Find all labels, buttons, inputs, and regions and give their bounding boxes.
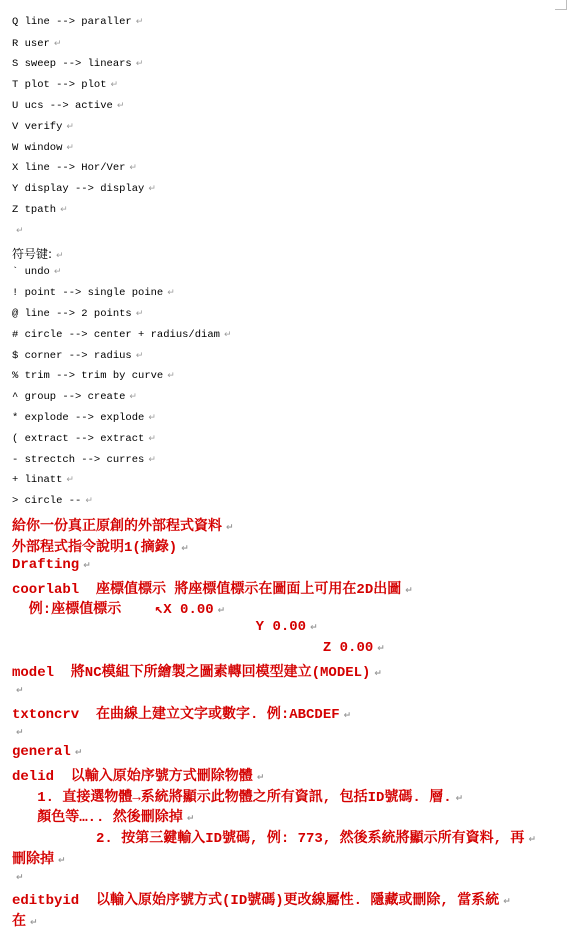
paragraph-mark-icon: ↵ [310, 623, 318, 633]
line-text: X line --> Hor/Ver [12, 162, 126, 174]
paragraph-mark-icon: ↵ [167, 288, 175, 298]
document-line [12, 661, 382, 681]
document-line [12, 889, 511, 909]
line-text: S sweep --> linears [12, 58, 132, 70]
document-line [12, 183, 156, 195]
paragraph-mark-icon: ↵ [58, 856, 66, 866]
document-line [12, 682, 24, 698]
paragraph-mark-icon: ↵ [186, 814, 195, 824]
document-line [12, 765, 264, 785]
document-line [12, 225, 24, 237]
document-line [12, 308, 143, 320]
paragraph-mark-icon: ↵ [16, 728, 24, 738]
document-line [12, 910, 38, 930]
paragraph-mark-icon: ↵ [181, 544, 189, 554]
document-line [12, 121, 74, 133]
document-line [12, 474, 74, 486]
line-text: @ line --> 2 points [12, 308, 132, 320]
document-line [12, 58, 143, 70]
document-line [12, 38, 61, 50]
document-line [12, 827, 536, 847]
line-text: 給你一份真正原創的外部程式資料 [12, 519, 222, 535]
line-text: ^ group --> create [12, 391, 126, 403]
paragraph-mark-icon: ↵ [217, 606, 226, 616]
line-text: % trim --> trim by curve [12, 370, 164, 382]
paragraph-mark-icon: ↵ [66, 475, 74, 485]
document-line [12, 578, 413, 598]
line-text: editbyid 以輸入原始序號方式(ID號碼)更改線屬性. 隱藏或刪除, 當系統 [12, 893, 500, 909]
document-line [12, 370, 175, 382]
document-line [12, 433, 156, 445]
paragraph-mark-icon: ↵ [53, 39, 62, 49]
paragraph-mark-icon: ↵ [116, 101, 125, 111]
document-line [12, 16, 143, 28]
paragraph-mark-icon: ↵ [85, 496, 93, 506]
line-text: + linatt [12, 474, 63, 486]
document-line [12, 744, 82, 760]
paragraph-mark-icon: ↵ [74, 748, 83, 758]
paragraph-mark-icon: ↵ [503, 897, 511, 907]
document-line [12, 287, 175, 299]
line-text: # circle --> center + radius/diam [12, 329, 220, 341]
paragraph-mark-icon: ↵ [148, 434, 156, 444]
paragraph-mark-icon: ↵ [135, 309, 144, 319]
document-line [12, 100, 124, 112]
line-text: delid 以輸入原始序號方式刪除物體 [12, 769, 253, 785]
document-line [12, 786, 463, 806]
document-line [12, 245, 64, 262]
paragraph-mark-icon: ↵ [16, 873, 24, 883]
document-line [12, 162, 137, 174]
line-text: 2. 按第三鍵輸入ID號碼, 例: 773, 然後系統將顯示所有資料, 再 [12, 831, 525, 847]
paragraph-mark-icon: ↵ [374, 669, 382, 679]
paragraph-mark-icon: ↵ [528, 835, 536, 845]
document-line [12, 266, 61, 278]
paragraph-mark-icon: ↵ [148, 184, 156, 194]
document-line [12, 724, 24, 740]
paragraph-mark-icon: ↵ [129, 392, 137, 402]
line-text: Y 0.00 [12, 619, 307, 635]
paragraph-mark-icon: ↵ [135, 59, 144, 69]
line-text: ( extract --> extract [12, 433, 145, 445]
paragraph-mark-icon: ↵ [405, 586, 413, 596]
document-line [12, 391, 137, 403]
paragraph-mark-icon: ↵ [56, 251, 64, 261]
line-text: 外部程式指令說明1(摘錄) [12, 540, 178, 556]
line-text: 在 [12, 914, 26, 930]
line-text: Drafting [12, 557, 80, 573]
paragraph-mark-icon: ↵ [110, 80, 119, 90]
line-text: * explode --> explode [12, 412, 145, 424]
line-text: V verify [12, 121, 63, 133]
document-line [12, 806, 194, 826]
paragraph-mark-icon: ↵ [256, 773, 265, 783]
paragraph-mark-icon: ↵ [30, 918, 38, 928]
document-line [12, 204, 68, 216]
line-text: U ucs --> active [12, 100, 113, 112]
document-line [12, 640, 385, 656]
document-line [12, 515, 234, 535]
line-text: T plot --> plot [12, 79, 107, 91]
document-line [12, 703, 351, 723]
paragraph-mark-icon: ↵ [66, 143, 74, 153]
document-line [12, 848, 66, 868]
paragraph-mark-icon: ↵ [16, 686, 24, 696]
paragraph-mark-icon: ↵ [16, 226, 24, 236]
line-text: 符号键: [12, 247, 53, 261]
line-text: ! point --> single poine [12, 287, 164, 299]
document-line [12, 536, 189, 556]
paragraph-mark-icon: ↵ [455, 794, 464, 804]
line-text: Q line --> paraller [12, 16, 132, 28]
line-text: model 將NC模組下所繪製之圖素轉回模型建立(MODEL) [12, 665, 371, 681]
document-line [12, 869, 24, 885]
paragraph-mark-icon: ↵ [53, 267, 62, 277]
paragraph-mark-icon: ↵ [60, 205, 68, 215]
line-text: coorlabl 座標值標示 將座標值標示在圖面上可用在2D出圖 [12, 582, 402, 598]
paragraph-mark-icon: ↵ [223, 330, 232, 340]
document-line [12, 412, 156, 424]
document-line [12, 329, 231, 341]
page-corner-mark [555, 0, 567, 10]
document-line [12, 557, 91, 573]
document-line [12, 495, 93, 507]
paragraph-mark-icon: ↵ [135, 17, 144, 27]
paragraph-mark-icon: ↵ [167, 371, 175, 381]
paragraph-mark-icon: ↵ [148, 455, 156, 465]
line-text: R user [12, 38, 50, 50]
line-text: > circle -- [12, 495, 82, 507]
line-text: 顏色等….. 然後刪除掉 [12, 810, 183, 826]
document-line [12, 598, 225, 618]
paragraph-mark-icon: ↵ [129, 163, 137, 173]
paragraph-mark-icon: ↵ [343, 711, 352, 721]
line-text: Z 0.00 [12, 640, 374, 656]
document-line [12, 79, 118, 91]
line-text: txtoncrv 在曲線上建立文字或數字. 例:ABCDEF [12, 707, 340, 723]
document-line [12, 619, 318, 635]
line-text: ` undo [12, 266, 50, 278]
document-line [12, 350, 143, 362]
paragraph-mark-icon: ↵ [135, 351, 144, 361]
line-text: 1. 直接選物體→系統將顯示此物體之所有資訊, 包括ID號碼. 層. [12, 790, 452, 806]
line-text: W window [12, 142, 63, 154]
paragraph-mark-icon: ↵ [226, 523, 234, 533]
line-text: $ corner --> radius [12, 350, 132, 362]
line-text: 刪除掉 [12, 852, 54, 868]
paragraph-mark-icon: ↵ [377, 644, 385, 654]
line-text: 例:座標值標示 ↖X 0.00 [12, 602, 214, 618]
document-line [12, 142, 74, 154]
paragraph-mark-icon: ↵ [83, 561, 91, 571]
document-line [12, 454, 156, 466]
line-text: - strectch --> curres [12, 454, 145, 466]
line-text: Z tpath [12, 204, 57, 216]
paragraph-mark-icon: ↵ [148, 413, 156, 423]
line-text: general [12, 744, 71, 760]
paragraph-mark-icon: ↵ [66, 122, 74, 132]
line-text: Y display --> display [12, 183, 145, 195]
